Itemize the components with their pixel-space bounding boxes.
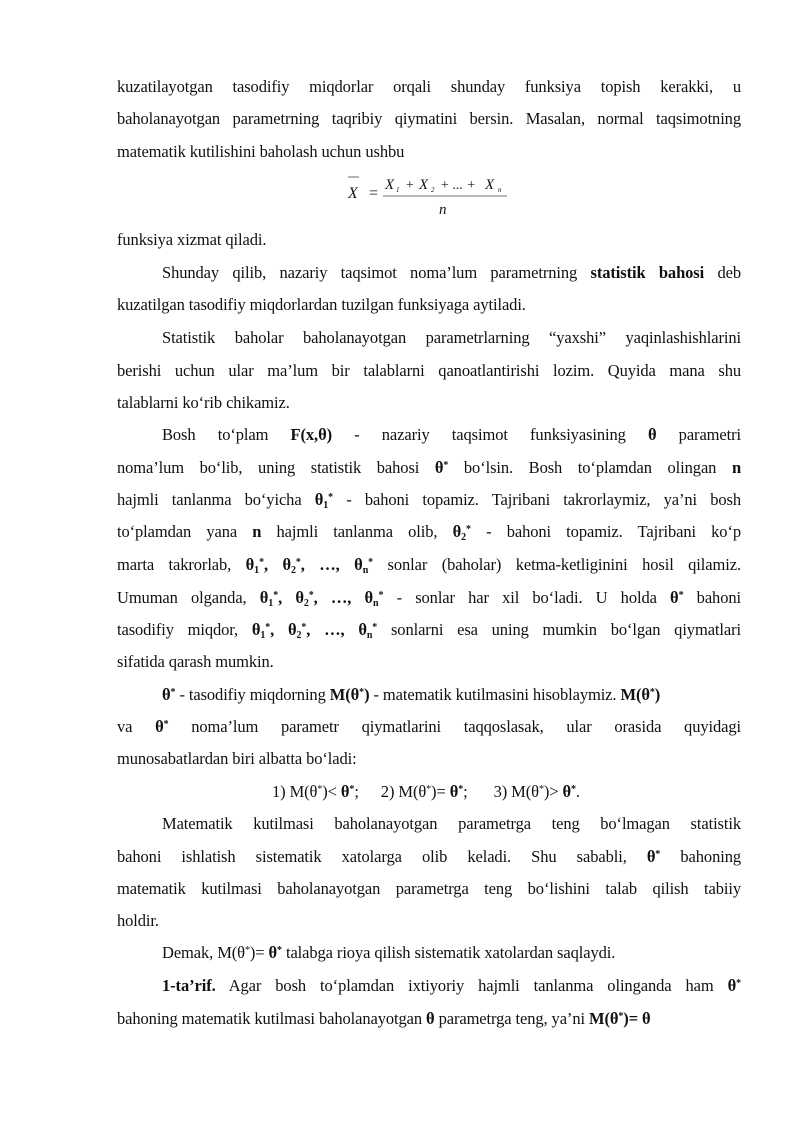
text: Matematik kutilmasi baholanayotgan parametrga teng bo‘lmagan statistik: [162, 814, 741, 833]
paragraph-line: [117, 360, 741, 382]
math: θ*: [162, 685, 176, 704]
math: θ: [426, 1009, 435, 1028]
text: holdir.: [117, 911, 159, 930]
sample-mean-formula: [345, 172, 515, 222]
paragraph-line: [162, 327, 741, 349]
paragraph-line: [117, 878, 741, 900]
text: Agar bosh to‘plamdan ixtiyoriy hajmli tanlanma olinganda ham: [215, 976, 728, 995]
formula-x1: X: [385, 177, 395, 193]
paragraph-line: [117, 846, 741, 868]
math-theta: θ: [452, 522, 462, 541]
text: - bahoni topamiz. Tajribani ko‘p: [470, 522, 741, 541]
formula-xn: X: [485, 177, 495, 193]
formula-eq: =: [368, 185, 379, 202]
math-theta: θ: [434, 458, 444, 477]
text: funksiya xizmat qiladi.: [117, 230, 267, 249]
math: n: [731, 458, 742, 477]
star: *: [328, 492, 334, 503]
text: Shunday qilib, nazariy taqsimot noma’lum parametrning: [162, 263, 591, 282]
star: *: [466, 524, 471, 535]
formula-ellipsis: + ... +: [440, 178, 476, 193]
paragraph-line: [117, 392, 741, 414]
paragraph-line: [162, 424, 741, 446]
text: to‘plamdan yana: [117, 522, 253, 541]
paragraph-line: [117, 716, 741, 738]
formula-subn: n: [498, 186, 502, 194]
text: berishi uchun ular ma’lum bir talablarni qanoatlantirishi lozim. Quyida mana shu: [117, 361, 741, 380]
paragraph-line: [117, 748, 741, 770]
formula-x2: X: [419, 177, 429, 193]
paragraph-line: [117, 1008, 741, 1030]
math: n: [252, 522, 262, 541]
text: sonlarni esa uning mumkin bo‘lgan qiymatlari: [377, 620, 741, 639]
math: M(θ*)= θ: [589, 1009, 651, 1028]
paragraph-line: [117, 554, 741, 576]
text: bo‘lsin. Bosh to‘plamdan olingan: [448, 458, 732, 477]
formula-lhs: X: [348, 185, 358, 202]
text: - bahoni topamiz. Tajribani takrorlaymiz, ya’ni bosh: [333, 490, 741, 509]
text: tasodifiy miqdor,: [117, 620, 252, 639]
paragraph-line: [117, 108, 741, 130]
paragraph-line: [117, 489, 741, 511]
math: θ*: [155, 717, 169, 736]
math: [453, 522, 471, 541]
paragraph-line: [162, 975, 741, 997]
text: hajmli tanlanma olib,: [261, 522, 453, 541]
text: - tasodifiy miqdorning: [175, 685, 330, 704]
math: M(θ*): [329, 685, 370, 704]
text: matematik kutilishini baholash uchun ushbu: [117, 142, 405, 161]
paragraph-line: [117, 619, 741, 641]
paragraph-line: [162, 262, 741, 284]
math: θ*: [727, 976, 741, 995]
theta-sequence: $\theta_1^*$, $\theta_2^*$, …, $\theta_n^*$: [259, 588, 384, 609]
text: noma’lum bo‘lib, uning statistik bahosi: [117, 458, 435, 477]
paragraph-line: [117, 76, 741, 98]
paragraph-line: Demak, M(θ*)= θ* talabga rioya qilish sistematik xatolardan saqlaydi.: [162, 943, 616, 962]
definition-label: 1-ta’rif.: [162, 976, 216, 995]
paragraph-line: [117, 141, 741, 163]
text: baholanayotgan parametrning taqribiy qiymatini bersin. Masalan, normal taqsimotning: [117, 109, 741, 128]
sub: 2: [461, 532, 467, 543]
theta-sequence: $\theta_1^*$, $\theta_2^*$, …, $\theta_n^*$: [245, 555, 374, 576]
text: Statistik baholar baholanayotgan parametrlarning “yaxshi” yaqinlashishlarini: [162, 328, 741, 347]
math: θ*: [670, 588, 684, 607]
paragraph-line: [117, 294, 741, 316]
text: Demak, M(θ: [162, 943, 245, 962]
formula-plus: +: [405, 178, 415, 193]
text: parametrga teng, ya’ni: [434, 1009, 589, 1028]
text: parametri: [656, 425, 741, 444]
sub: 1: [323, 500, 329, 511]
star: *: [443, 460, 449, 471]
text: bahoni: [683, 588, 741, 607]
text: sifatida qarash mumkin.: [117, 652, 274, 671]
text: hajmli tanlanma bo‘yicha: [117, 490, 315, 509]
term-statistik-bahosi: statistik bahosi: [590, 263, 705, 282]
text: va: [117, 717, 156, 736]
formula-denominator: n: [439, 202, 447, 218]
text: bahoning: [660, 847, 742, 866]
math: θ: [647, 425, 657, 444]
text: bahoni ishlatish sistematik xatolarga olib keladi. Shu sababli,: [117, 847, 647, 866]
paragraph-line: [117, 651, 741, 673]
math: [435, 458, 448, 477]
math: M(θ*): [620, 685, 661, 704]
text: kuzatilgan tasodifiy miqdorlardan tuzilgan funksiyaga aytiladi.: [117, 295, 526, 314]
paragraph-line: [117, 229, 741, 251]
paragraph-line: [117, 587, 741, 609]
relations-line: 1) M(θ*)< θ*; 2) M(θ*)= θ*; 3) M(θ*)> θ*.: [272, 782, 580, 801]
paragraph-line: [117, 521, 741, 543]
text: bahoning matematik kutilmasi baholanayotgan: [117, 1009, 427, 1028]
paragraph-line: [117, 910, 741, 932]
paragraph-line: [162, 813, 741, 835]
paragraph-line: [117, 457, 741, 479]
text: Bosh to‘plam: [162, 425, 291, 444]
math: F(x,θ): [290, 425, 332, 444]
theta-sequence: $\theta_1^*$, $\theta_2^*$, …, $\theta_n^*$: [251, 620, 378, 641]
text: sonlar (baholar) ketma-ketliginini hosil qilamiz.: [373, 555, 741, 574]
math: θ*: [268, 943, 282, 962]
text: - nazariy taqsimot funksiyasining: [332, 425, 648, 444]
text: munosabatlardan biri albatta bo‘ladi:: [117, 749, 357, 768]
math-theta: θ: [314, 490, 324, 509]
text: - sonlar har xil bo‘ladi. U holda: [383, 588, 671, 607]
text: noma’lum parametr qiymatlarini taqqoslasak, ular orasida quyidagi: [168, 717, 741, 736]
formula-sub2: 2: [431, 186, 435, 194]
formula-sub1: 1: [396, 186, 400, 194]
text: talablarni ko‘rib chikamiz.: [117, 393, 290, 412]
math: [315, 490, 333, 509]
text: marta takrorlab,: [117, 555, 246, 574]
text: deb: [704, 263, 741, 282]
text: talabga rioya qilish sistematik xatolardan saqlaydi.: [281, 943, 616, 962]
paragraph-line: [162, 684, 741, 706]
text: Umuman olganda,: [117, 588, 260, 607]
math: θ*: [646, 847, 661, 866]
text: matematik kutilmasi baholanayotgan parametrga teng bo‘lishini talab qilish tabiiy: [117, 879, 741, 898]
text: - matematik kutilmasini hisoblaymiz.: [369, 685, 621, 704]
text: kuzatilayotgan tasodifiy miqdorlar orqali shunday funksiya topish kerakki, u: [117, 77, 741, 96]
